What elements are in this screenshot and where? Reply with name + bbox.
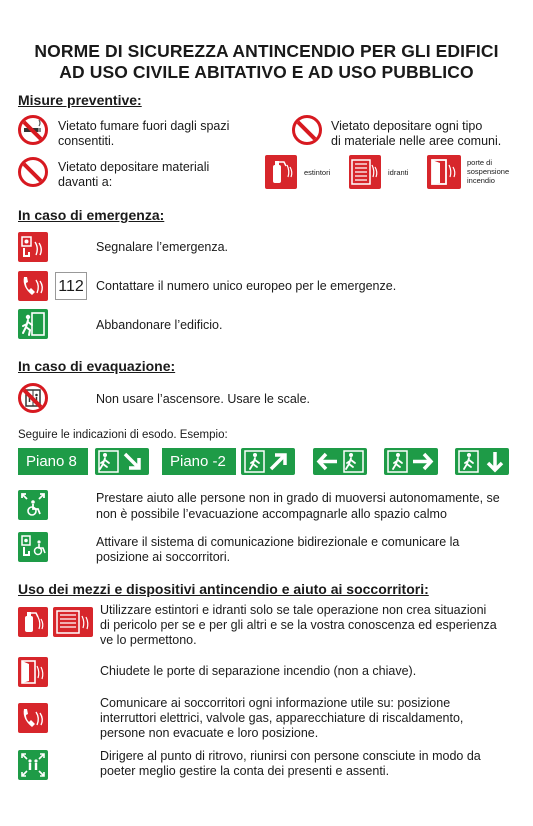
no-smoking-text-2: consentiti. bbox=[58, 134, 115, 148]
floor-sign-piano-minus-2: Piano -2 bbox=[162, 448, 236, 475]
fire-door-icon-2 bbox=[18, 657, 48, 687]
use-devices-text-2: di pericolo per se e per gli altri e se la vostra conoscenza ed esperienza bbox=[100, 618, 497, 632]
page-title-line1: NORME DI SICUREZZA ANTINCENDIO PER GLI EDIFICI bbox=[34, 41, 499, 61]
fire-alarm-button-icon bbox=[18, 232, 48, 262]
floor-sign-piano-8: Piano 8 bbox=[18, 448, 88, 475]
page-title-line2: AD USO CIVILE ABITATIVO E AD USO PUBBLICO bbox=[59, 62, 474, 82]
hydrants-label: idranti bbox=[388, 168, 409, 177]
fire-extinguisher-icon-2 bbox=[18, 607, 48, 637]
fire-door-icon bbox=[427, 155, 461, 189]
inform-rescuers-text-3: persone non evacuate e loro posizione. bbox=[100, 726, 319, 740]
no-deposit-front-icon bbox=[18, 157, 48, 187]
assembly-point-icon bbox=[18, 750, 48, 780]
no-deposit-all-text-1: Vietato depositare ogni tipo bbox=[331, 119, 483, 133]
close-doors-text: Chiudete le porte di separazione incendio (non a chiave). bbox=[100, 664, 417, 678]
emergency-phone-icon-2 bbox=[18, 703, 48, 733]
fire-doors-label-3: incendio bbox=[467, 176, 495, 185]
fire-extinguisher-icon bbox=[265, 155, 297, 189]
inform-rescuers-text-2: interruttori elettrici, valvole gas, apparecchiature di riscaldamento, bbox=[100, 711, 464, 725]
no-deposit-icon bbox=[292, 115, 322, 145]
call-emergency-text: Contattare il numero unico europeo per le emergenze. bbox=[96, 279, 397, 293]
help-people-text-1: Prestare aiuto alle persone non in grado di muoversi autonomamente, se bbox=[96, 491, 500, 505]
no-deposit-front-text-2: davanti a: bbox=[58, 175, 113, 189]
follow-exit-signs-text: Seguire le indicazioni di esodo. Esempio: bbox=[18, 429, 228, 441]
extinguishers-label: estintori bbox=[304, 168, 331, 177]
emergency-phone-icon bbox=[18, 271, 48, 301]
communication-text-2: posizione ai soccorritori. bbox=[96, 550, 231, 564]
assisted-evacuation-icon bbox=[18, 490, 48, 520]
exit-sign-up-right-icon bbox=[241, 448, 295, 475]
emergency-exit-icon bbox=[18, 309, 48, 339]
fire-hydrant-hose-icon bbox=[349, 155, 381, 189]
exit-sign-down-icon bbox=[455, 448, 509, 475]
no-deposit-all-text-2: di materiale nelle aree comuni. bbox=[331, 134, 502, 148]
exit-sign-left-icon bbox=[313, 448, 367, 475]
no-elevator-text: Non usare l’ascensore. Usare le scale. bbox=[96, 392, 310, 406]
use-devices-text-1: Utilizzare estintori e idranti solo se tale operazione non crea situazioni bbox=[100, 603, 487, 617]
no-smoking-text-1: Vietato fumare fuori dagli spazi bbox=[58, 119, 230, 133]
section-devices-title: Uso dei mezzi e dispositivi antincendio e aiuto ai soccorritori: bbox=[18, 581, 429, 597]
assembly-text-1: Dirigere al punto di ritrovo, riunirsi con persone consciute in modo da bbox=[100, 749, 481, 763]
use-devices-text-3: ve lo permettono. bbox=[100, 633, 197, 647]
two-way-communication-icon bbox=[18, 532, 48, 562]
no-elevator-icon bbox=[18, 383, 48, 413]
inform-rescuers-text-1: Comunicare ai soccorritori ogni informazione utile su: posizione bbox=[100, 696, 451, 710]
exit-sign-right-icon bbox=[384, 448, 438, 475]
emergency-number-box: 112 bbox=[55, 272, 87, 300]
section-emergency-title: In caso di emergenza: bbox=[18, 207, 165, 223]
no-deposit-front-text-1: Vietato depositare materiali bbox=[58, 160, 210, 174]
assembly-text-2: poeter meglio gestire la conta dei presenti e assenti. bbox=[100, 764, 390, 778]
fire-doors-label-2: sospensione bbox=[467, 167, 510, 176]
leave-building-text: Abbandonare l’edificio. bbox=[96, 318, 223, 332]
section-evacuation-title: In caso di evaquazione: bbox=[18, 358, 176, 374]
no-smoking-icon bbox=[18, 115, 48, 145]
section-preventive-title: Misure preventive: bbox=[18, 92, 142, 108]
exit-sign-down-right-icon bbox=[95, 448, 149, 475]
fire-hose-icon bbox=[53, 607, 93, 637]
help-people-text-2: non è possibile l’evacuazione accompagnarle allo spazio calmo bbox=[96, 507, 447, 521]
fire-doors-label-1: porte di bbox=[467, 158, 493, 167]
communication-text-1: Attivare il sistema di comunicazione bidirezionale e comunicare la bbox=[96, 535, 460, 549]
report-emergency-text: Segnalare l’emergenza. bbox=[96, 240, 229, 254]
